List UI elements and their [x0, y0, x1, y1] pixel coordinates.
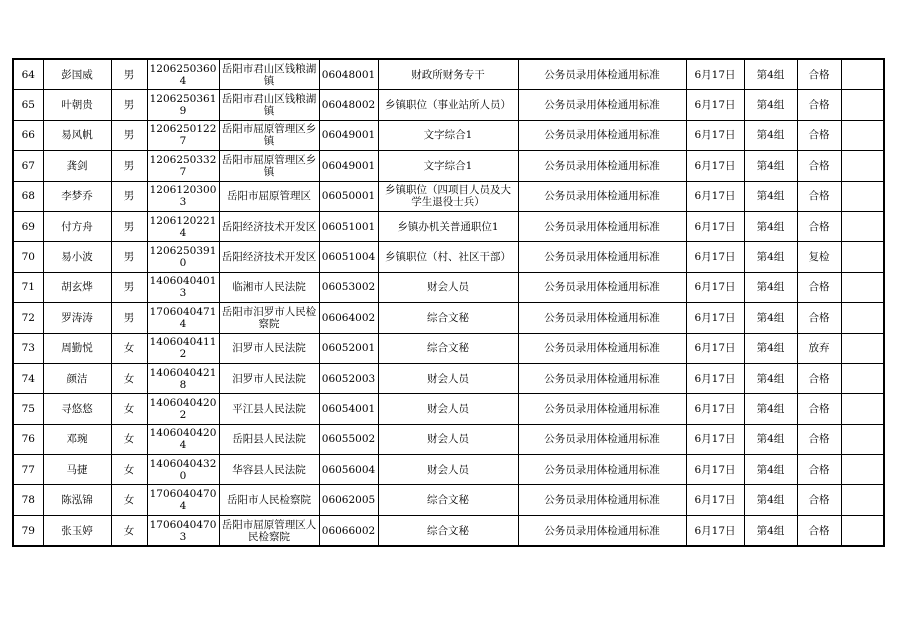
- cell-position: 乡镇职位（事业站所人员）: [378, 90, 518, 120]
- cell-date: 6月17日: [686, 455, 744, 485]
- cell-name: 罗涛涛: [43, 303, 111, 333]
- cell-position: 乡镇职位（四项目人员及大学生退役士兵）: [378, 181, 518, 211]
- cell-name: 颜洁: [43, 363, 111, 393]
- cell-position: 综合文秘: [378, 515, 518, 546]
- cell-group: 第4组: [744, 59, 797, 90]
- cell-date: 6月17日: [686, 211, 744, 241]
- cell-name: 张玉婷: [43, 515, 111, 546]
- cell-number: 66: [13, 120, 43, 150]
- table-row: [13, 272, 884, 302]
- cell-unit: 岳阳经济技术开发区: [219, 242, 319, 272]
- cell-position: 财会人员: [378, 272, 518, 302]
- cell-ticket-number: 14060404204: [147, 424, 219, 454]
- cell-number: 70: [13, 242, 43, 272]
- cell-date: 6月17日: [686, 242, 744, 272]
- cell-number: 69: [13, 211, 43, 241]
- cell-position: 财政所财务专干: [378, 59, 518, 90]
- cell-ticket-number: 12062503619: [147, 90, 219, 120]
- cell-position-code: 06054001: [319, 394, 378, 424]
- cell-group: 第4组: [744, 363, 797, 393]
- cell-result: 合格: [797, 272, 841, 302]
- cell-name: 付方舟: [43, 211, 111, 241]
- table-row: [13, 90, 884, 120]
- cell-ticket-number: 12062503327: [147, 151, 219, 181]
- cell-unit: 岳阳经济技术开发区: [219, 211, 319, 241]
- cell-group: 第4组: [744, 485, 797, 515]
- cell-result: 合格: [797, 303, 841, 333]
- cell-ticket-number: 12062501227: [147, 120, 219, 150]
- cell-gender: 女: [111, 333, 147, 363]
- cell-position: 文字综合1: [378, 151, 518, 181]
- cell-number: 64: [13, 59, 43, 90]
- cell-unit: 华容县人民法院: [219, 455, 319, 485]
- table-row: [13, 303, 884, 333]
- cell-date: 6月17日: [686, 181, 744, 211]
- cell-exam-standard: 公务员录用体检通用标准: [518, 59, 686, 90]
- cell-name: 马捷: [43, 455, 111, 485]
- cell-unit: 汨罗市人民法院: [219, 363, 319, 393]
- cell-exam-standard: 公务员录用体检通用标准: [518, 303, 686, 333]
- cell-result: 合格: [797, 485, 841, 515]
- cell-number: 78: [13, 485, 43, 515]
- cell-unit: 岳阳市屈原管理区乡镇: [219, 120, 319, 150]
- cell-ticket-number: 17060404703: [147, 515, 219, 546]
- cell-position: 财会人员: [378, 394, 518, 424]
- cell-gender: 男: [111, 211, 147, 241]
- cell-date: 6月17日: [686, 485, 744, 515]
- cell-position: 综合文秘: [378, 333, 518, 363]
- cell-date: 6月17日: [686, 272, 744, 302]
- cell-ticket-number: 17060404704: [147, 485, 219, 515]
- cell-gender: 女: [111, 424, 147, 454]
- cell-number: 65: [13, 90, 43, 120]
- cell-number: 75: [13, 394, 43, 424]
- cell-date: 6月17日: [686, 90, 744, 120]
- cell-ticket-number: 14060404112: [147, 333, 219, 363]
- cell-number: 76: [13, 424, 43, 454]
- cell-gender: 男: [111, 242, 147, 272]
- cell-exam-standard: 公务员录用体检通用标准: [518, 515, 686, 546]
- cell-unit: 岳阳市屈原管理区乡镇: [219, 151, 319, 181]
- table-body: [13, 59, 884, 546]
- table-row: [13, 242, 884, 272]
- cell-group: 第4组: [744, 394, 797, 424]
- cell-date: 6月17日: [686, 515, 744, 546]
- cell-ticket-number: 12061202214: [147, 211, 219, 241]
- cell-number: 73: [13, 333, 43, 363]
- cell-note: [841, 181, 884, 211]
- table-row: [13, 363, 884, 393]
- table-row: [13, 424, 884, 454]
- cell-result: 放弃: [797, 333, 841, 363]
- cell-position-code: 06053002: [319, 272, 378, 302]
- cell-number: 74: [13, 363, 43, 393]
- cell-position: 综合文秘: [378, 485, 518, 515]
- cell-date: 6月17日: [686, 59, 744, 90]
- cell-position: 乡镇办机关普通职位1: [378, 211, 518, 241]
- cell-group: 第4组: [744, 333, 797, 363]
- cell-position-code: 06050001: [319, 181, 378, 211]
- cell-date: 6月17日: [686, 394, 744, 424]
- cell-position-code: 06048001: [319, 59, 378, 90]
- cell-ticket-number: 14060404013: [147, 272, 219, 302]
- cell-ticket-number: 14060404218: [147, 363, 219, 393]
- cell-unit: 岳阳市汨罗市人民检察院: [219, 303, 319, 333]
- cell-note: [841, 394, 884, 424]
- cell-exam-standard: 公务员录用体检通用标准: [518, 394, 686, 424]
- cell-result: 合格: [797, 90, 841, 120]
- cell-position: 文字综合1: [378, 120, 518, 150]
- cell-name: 李梦乔: [43, 181, 111, 211]
- cell-group: 第4组: [744, 181, 797, 211]
- cell-gender: 女: [111, 363, 147, 393]
- cell-gender: 女: [111, 455, 147, 485]
- cell-position-code: 06052003: [319, 363, 378, 393]
- cell-group: 第4组: [744, 272, 797, 302]
- cell-name: 龚剑: [43, 151, 111, 181]
- cell-unit: 岳阳市君山区钱粮湖镇: [219, 90, 319, 120]
- table-row: [13, 455, 884, 485]
- cell-result: 合格: [797, 151, 841, 181]
- cell-date: 6月17日: [686, 363, 744, 393]
- cell-group: 第4组: [744, 242, 797, 272]
- cell-result: 合格: [797, 515, 841, 546]
- cell-position-code: 06066002: [319, 515, 378, 546]
- cell-position-code: 06062005: [319, 485, 378, 515]
- cell-name: 胡玄烨: [43, 272, 111, 302]
- cell-position-code: 06048002: [319, 90, 378, 120]
- cell-gender: 男: [111, 90, 147, 120]
- cell-note: [841, 272, 884, 302]
- cell-date: 6月17日: [686, 151, 744, 181]
- cell-gender: 男: [111, 272, 147, 302]
- cell-position: 财会人员: [378, 424, 518, 454]
- cell-result: 合格: [797, 394, 841, 424]
- cell-position: 财会人员: [378, 455, 518, 485]
- cell-gender: 女: [111, 515, 147, 546]
- cell-group: 第4组: [744, 211, 797, 241]
- results-table: [12, 58, 885, 547]
- cell-number: 77: [13, 455, 43, 485]
- cell-note: [841, 151, 884, 181]
- cell-note: [841, 455, 884, 485]
- cell-result: 合格: [797, 181, 841, 211]
- cell-number: 67: [13, 151, 43, 181]
- cell-date: 6月17日: [686, 424, 744, 454]
- cell-date: 6月17日: [686, 333, 744, 363]
- cell-gender: 女: [111, 394, 147, 424]
- cell-note: [841, 120, 884, 150]
- cell-position-code: 06049001: [319, 151, 378, 181]
- cell-note: [841, 485, 884, 515]
- cell-note: [841, 303, 884, 333]
- cell-note: [841, 242, 884, 272]
- cell-exam-standard: 公务员录用体检通用标准: [518, 211, 686, 241]
- cell-exam-standard: 公务员录用体检通用标准: [518, 151, 686, 181]
- cell-ticket-number: 14060404202: [147, 394, 219, 424]
- cell-name: 寻悠悠: [43, 394, 111, 424]
- cell-name: 叶朝贵: [43, 90, 111, 120]
- cell-exam-standard: 公务员录用体检通用标准: [518, 485, 686, 515]
- cell-position-code: 06064002: [319, 303, 378, 333]
- cell-result: 复检: [797, 242, 841, 272]
- cell-position: 乡镇职位（村、社区干部）: [378, 242, 518, 272]
- cell-note: [841, 211, 884, 241]
- cell-date: 6月17日: [686, 303, 744, 333]
- table-row: [13, 59, 884, 90]
- cell-group: 第4组: [744, 90, 797, 120]
- cell-gender: 男: [111, 59, 147, 90]
- table-row: [13, 333, 884, 363]
- cell-result: 合格: [797, 120, 841, 150]
- cell-position-code: 06051004: [319, 242, 378, 272]
- cell-group: 第4组: [744, 455, 797, 485]
- cell-gender: 男: [111, 151, 147, 181]
- table-row: [13, 120, 884, 150]
- cell-note: [841, 363, 884, 393]
- cell-result: 合格: [797, 363, 841, 393]
- cell-unit: 汨罗市人民法院: [219, 333, 319, 363]
- cell-result: 合格: [797, 455, 841, 485]
- cell-result: 合格: [797, 424, 841, 454]
- cell-number: 72: [13, 303, 43, 333]
- cell-unit: 平江县人民法院: [219, 394, 319, 424]
- cell-position-code: 06049001: [319, 120, 378, 150]
- cell-note: [841, 59, 884, 90]
- cell-unit: 岳阳市人民检察院: [219, 485, 319, 515]
- cell-note: [841, 90, 884, 120]
- table-row: [13, 151, 884, 181]
- cell-exam-standard: 公务员录用体检通用标准: [518, 333, 686, 363]
- cell-exam-standard: 公务员录用体检通用标准: [518, 120, 686, 150]
- cell-position-code: 06056004: [319, 455, 378, 485]
- cell-exam-standard: 公务员录用体检通用标准: [518, 272, 686, 302]
- cell-ticket-number: 12061203003: [147, 181, 219, 211]
- cell-result: 合格: [797, 59, 841, 90]
- table-row: [13, 485, 884, 515]
- cell-position-code: 06052001: [319, 333, 378, 363]
- cell-ticket-number: 12062503910: [147, 242, 219, 272]
- cell-position-code: 06055002: [319, 424, 378, 454]
- cell-name: 周勤悦: [43, 333, 111, 363]
- cell-group: 第4组: [744, 120, 797, 150]
- cell-unit: 岳阳市屈原管理区人民检察院: [219, 515, 319, 546]
- cell-note: [841, 424, 884, 454]
- cell-ticket-number: 17060404714: [147, 303, 219, 333]
- cell-exam-standard: 公务员录用体检通用标准: [518, 363, 686, 393]
- cell-exam-standard: 公务员录用体检通用标准: [518, 242, 686, 272]
- table-row: [13, 211, 884, 241]
- cell-exam-standard: 公务员录用体检通用标准: [518, 455, 686, 485]
- cell-group: 第4组: [744, 151, 797, 181]
- cell-gender: 男: [111, 181, 147, 211]
- cell-position: 财会人员: [378, 363, 518, 393]
- cell-gender: 女: [111, 485, 147, 515]
- cell-group: 第4组: [744, 515, 797, 546]
- cell-unit: 岳阳县人民法院: [219, 424, 319, 454]
- cell-note: [841, 333, 884, 363]
- table-row: [13, 394, 884, 424]
- cell-gender: 男: [111, 303, 147, 333]
- cell-number: 71: [13, 272, 43, 302]
- cell-gender: 男: [111, 120, 147, 150]
- cell-name: 陈泓锦: [43, 485, 111, 515]
- cell-exam-standard: 公务员录用体检通用标准: [518, 181, 686, 211]
- cell-date: 6月17日: [686, 120, 744, 150]
- cell-name: 易小波: [43, 242, 111, 272]
- cell-number: 68: [13, 181, 43, 211]
- cell-note: [841, 515, 884, 546]
- cell-name: 彭国威: [43, 59, 111, 90]
- cell-position-code: 06051001: [319, 211, 378, 241]
- cell-unit: 岳阳市屈原管理区: [219, 181, 319, 211]
- cell-position: 综合文秘: [378, 303, 518, 333]
- cell-group: 第4组: [744, 303, 797, 333]
- cell-group: 第4组: [744, 424, 797, 454]
- cell-unit: 临湘市人民法院: [219, 272, 319, 302]
- results-sheet: [12, 58, 885, 547]
- cell-name: 邓琬: [43, 424, 111, 454]
- table-row: [13, 181, 884, 211]
- cell-exam-standard: 公务员录用体检通用标准: [518, 90, 686, 120]
- cell-result: 合格: [797, 211, 841, 241]
- cell-ticket-number: 12062503604: [147, 59, 219, 90]
- cell-exam-standard: 公务员录用体检通用标准: [518, 424, 686, 454]
- table-row: [13, 515, 884, 546]
- cell-ticket-number: 14060404320: [147, 455, 219, 485]
- cell-number: 79: [13, 515, 43, 546]
- cell-name: 易风帆: [43, 120, 111, 150]
- cell-unit: 岳阳市君山区钱粮湖镇: [219, 59, 319, 90]
